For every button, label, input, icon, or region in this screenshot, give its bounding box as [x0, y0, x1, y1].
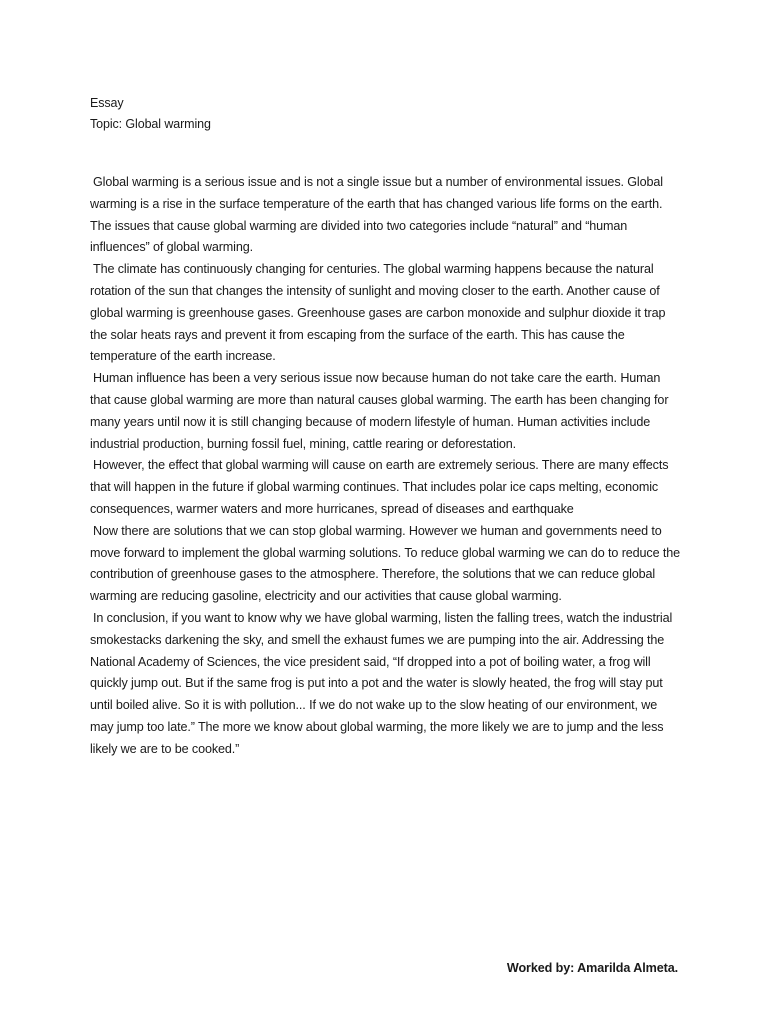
essay-body [90, 172, 682, 761]
paragraph-natural-causes: The climate has continuously changing for centuries. The global warming happens because the natural rotation of the sun that changes the intensity of sunlight and moving closer to the earth. Another cause of global warming is greenhouse gases. Greenhouse gases are carbon monoxide and sulphur dioxide it trap the solar heats rays and prevent it from escaping from the surface of the earth. This has cause the temperature of the earth increase. [90, 262, 666, 364]
paragraph-conclusion: In conclusion, if you want to know why we have global warming, listen the falling trees, watch the industrial smokestacks darkening the sky, and smell the exhaust fumes we are pumping into the air. Addressing the National Academy of Sciences, the vice president said, “If dropped into a pot of boiling water, a frog will quickly jump out. But if the same frog is put into a pot and the water is slowly heated, the frog will stay put until boiled alive. So it is with pollution... If we do not wake up to the slow heating of our environment, we may jump too late.” The more we know about global warming, the more likely we are to jump and the less likely we are to be cooked.” [90, 610, 673, 756]
author-signature: Worked by: Amarilda Almeta. [506, 961, 678, 975]
paragraph-introduction: Global warming is a serious issue and is not a single issue but a number of environmental issues. Global warming is a rise in the surface temperature of the earth that has changed various life forms on the earth. The issues that cause global warming are divided into two categories include “natural” and “human influences” of global warming. [90, 175, 663, 255]
document-type: Essay [90, 96, 124, 110]
document-header [90, 93, 690, 135]
paragraph-solutions: Now there are solutions that we can stop global warming. However we human and governments need to move forward to implement the global warming solutions. To reduce global warming we can do to reduce the contribution of greenhouse gases to the atmosphere. Therefore, the solutions that we can reduce global warming are reducing gasoline, electricity and our activities that cause global warming. [90, 523, 681, 604]
paragraph-effects: However, the effect that global warming will cause on earth are extremely serious. There are many effects that will happen in the future if global warming continues. That includes polar ice caps melting, economic consequences, warmer waters and more hurricanes, spread of diseases and earthquake [90, 458, 669, 516]
paragraph-human-influence: Human influence has been a very serious issue now because human do not take care the earth. Human that cause global warming are more than natural causes global warming. The earth has been changing for many years until now it is still changing because of modern lifestyle of human. Human activities include industrial production, burning fossil fuel, mining, cattle rearing or deforestation. [90, 371, 669, 451]
essay-topic: Topic: Global warming [90, 117, 211, 131]
